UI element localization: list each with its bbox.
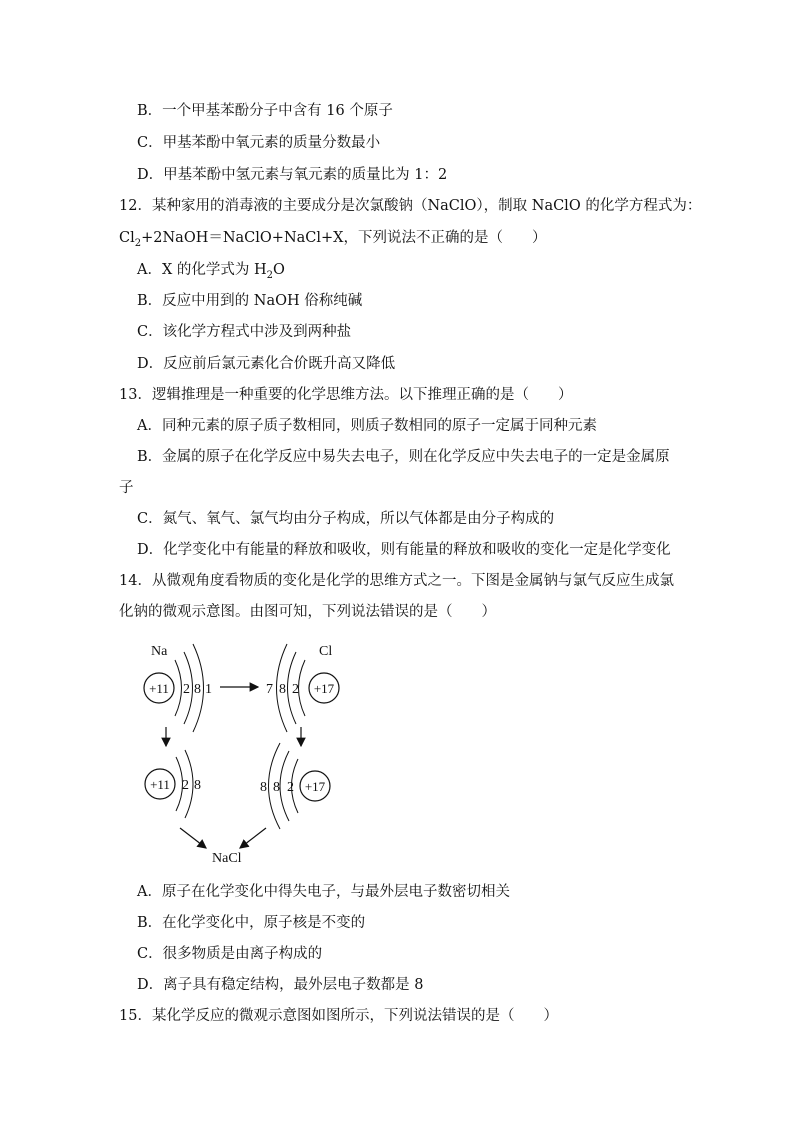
q12-option-a-text: A．X 的化学式为 H [137,262,267,278]
q15-stem: 15．某化学反应的微观示意图如图所示，下列说法错误的是（ ） [119,1008,558,1024]
q13-option-b-line1: B．金属的原子在化学反应中易失去电子，则在化学反应中失去电子的一定是金属原 [137,449,670,465]
q12-option-c: C．该化学方程式中涉及到两种盐 [137,324,352,340]
na-ion-nucleus-charge: +11 [150,777,170,792]
q12-cl-symbol: Cl [119,230,135,246]
cl-ion-to-nacl-arrow [240,828,266,848]
q13-option-c: C．氮气、氧气、氯气均由分子构成，所以气体都是由分子构成的 [137,511,555,527]
q12-option-a-tail: O [273,262,285,278]
na-ion-shell-1-count: 2 [182,778,189,793]
q13-stem: 13．逻辑推理是一种重要的化学思维方法。以下推理正确的是（ ） [119,387,573,403]
cl-shell-1-count: 2 [292,682,299,697]
na-ion-to-nacl-arrow [180,828,206,848]
q12-option-d: D．反应前后氯元素化合价既升高又降低 [137,356,396,372]
cl-shell-3-count: 7 [266,682,273,697]
q13-option-b-line2: 子 [119,480,134,496]
q12-stem-line1: 12．某种家用的消毒液的主要成分是次氯酸钠（NaClO），制取 NaClO 的化学方程式为： [119,198,702,214]
na-ion-shell-2-count: 8 [194,778,201,793]
na-ion [145,750,201,818]
q14-option-d: D．离子具有稳定结构，最外层电子数都是 8 [137,977,424,993]
q14-stem-line1: 14．从微观角度看物质的变化是化学的思维方式之一。下图是金属钠与氯气反应生成氯 [119,573,674,589]
q11-option-d: D．甲基苯酚中氢元素与氧元素的质量比为 1：2 [137,167,448,183]
na-label: Na [151,644,168,659]
na-shell-1-arc [175,660,182,716]
cl-nucleus-charge: +17 [313,681,335,696]
q12-option-a-subscript: 2 [266,269,274,281]
na-shell-3-count: 1 [205,682,212,697]
cl-ion-nucleus-charge: +17 [304,779,326,794]
cl-shell-1-arc [299,660,306,716]
q12-option-b: B．反应中用到的 NaOH 俗称纯碱 [137,293,363,309]
cl-ion [260,743,330,829]
cl-ion-shell-1-count: 2 [287,780,294,795]
q12-cl-subscript: 2 [134,237,142,249]
q14-option-b: B．在化学变化中，原子核是不变的 [137,915,366,931]
q13-option-a: A．同种元素的原子质子数相同，则质子数相同的原子一定属于同种元素 [137,418,597,434]
cl-ion-shell-3-count: 8 [260,780,267,795]
q14-option-c: C．很多物质是由离子构成的 [137,946,323,962]
q12-equation-rest: +2NaOH＝NaClO+NaCl+X，下列说法不正确的是（ ） [141,230,547,246]
q11-option-c: C．甲基苯酚中氧元素的质量分数最小 [137,135,381,151]
q11-option-b: B．一个甲基苯酚分子中含有 16 个原子 [137,103,393,119]
na-nucleus-charge: +11 [149,681,169,696]
nacl-label: NaCl [212,851,242,866]
na-shell-1-count: 2 [183,682,190,697]
cl-shell-2-count: 8 [279,682,286,697]
q14-option-a: A．原子在化学变化中得失电子，与最外层电子数密切相关 [137,884,510,900]
na-shell-2-count: 8 [194,682,201,697]
q13-option-d: D．化学变化中有能量的释放和吸收，则有能量的释放和吸收的变化一定是化学变化 [137,542,671,558]
q14-stem-line2: 化钠的微观示意图。由图可知，下列说法错误的是（ ） [119,604,496,620]
cl-ion-shell-2-count: 8 [273,780,280,795]
cl-label: Cl [319,644,333,659]
